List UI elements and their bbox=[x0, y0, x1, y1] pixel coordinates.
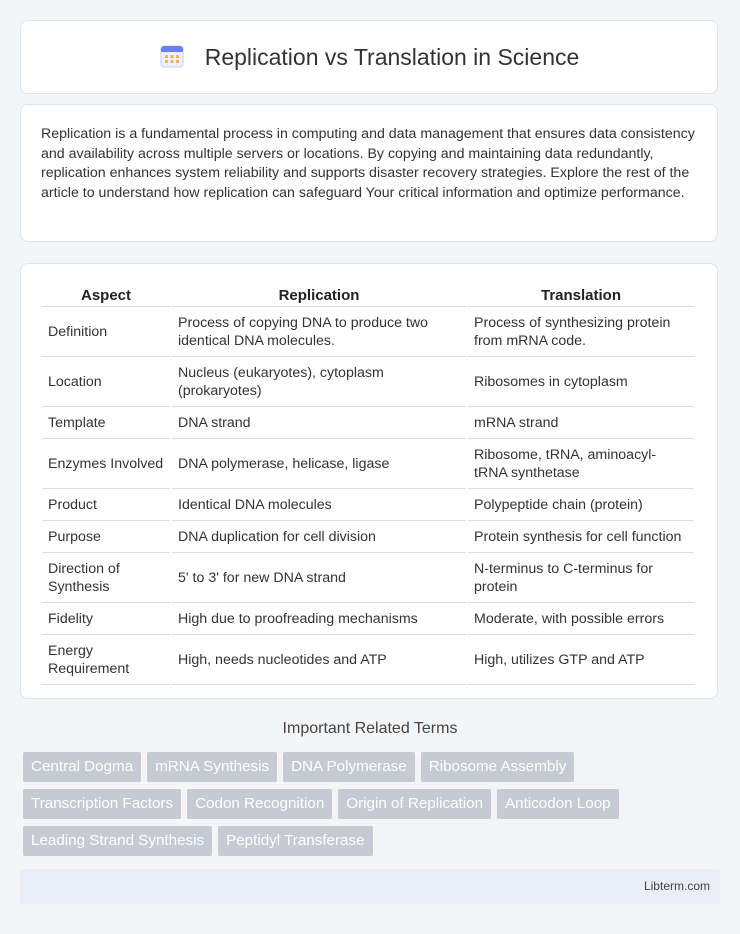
cell-aspect: Enzymes Involved bbox=[42, 439, 170, 489]
comparison-card bbox=[20, 263, 718, 699]
cell-replication: High due to proofreading mechanisms bbox=[172, 603, 466, 635]
column-header: Replication bbox=[172, 284, 466, 307]
cell-translation: Polypeptide chain (protein) bbox=[468, 489, 694, 521]
cell-translation: Ribosomes in cytoplasm bbox=[468, 357, 694, 407]
related-term-tag[interactable]: Transcription Factors bbox=[23, 789, 181, 819]
comparison-table bbox=[40, 284, 696, 685]
related-term-tag[interactable]: Codon Recognition bbox=[187, 789, 332, 819]
cell-translation: Process of synthesizing protein from mRNA code. bbox=[468, 307, 694, 357]
cell-translation: Protein synthesis for cell function bbox=[468, 521, 694, 553]
related-term-tag[interactable]: mRNA Synthesis bbox=[147, 752, 277, 782]
intro-card bbox=[20, 104, 718, 242]
table-row bbox=[42, 635, 694, 685]
cell-replication: DNA duplication for cell division bbox=[172, 521, 466, 553]
related-term-tag[interactable]: Anticodon Loop bbox=[497, 789, 619, 819]
cell-replication: High, needs nucleotides and ATP bbox=[172, 635, 466, 685]
cell-aspect: Location bbox=[42, 357, 170, 407]
cell-aspect: Direction of Synthesis bbox=[42, 553, 170, 603]
cell-aspect: Definition bbox=[42, 307, 170, 357]
cell-replication: Nucleus (eukaryotes), cytoplasm (prokaryotes) bbox=[172, 357, 466, 407]
table-row bbox=[42, 307, 694, 357]
cell-aspect: Template bbox=[42, 407, 170, 439]
column-header: Aspect bbox=[42, 284, 170, 307]
cell-replication: 5' to 3' for new DNA strand bbox=[172, 553, 466, 603]
cell-translation: Moderate, with possible errors bbox=[468, 603, 694, 635]
table-row bbox=[42, 553, 694, 603]
table-row bbox=[42, 407, 694, 439]
cell-replication: DNA strand bbox=[172, 407, 466, 439]
table-header-row bbox=[42, 284, 694, 307]
cell-translation: mRNA strand bbox=[468, 407, 694, 439]
footer bbox=[20, 869, 720, 904]
cell-translation: Ribosome, tRNA, aminoacyl-tRNA synthetase bbox=[468, 439, 694, 489]
column-header: Translation bbox=[468, 284, 694, 307]
footer-brand[interactable]: Libterm.com bbox=[643, 879, 710, 893]
related-term-tag[interactable]: Origin of Replication bbox=[338, 789, 491, 819]
cell-aspect: Purpose bbox=[42, 521, 170, 553]
cell-replication: DNA polymerase, helicase, ligase bbox=[172, 439, 466, 489]
page-title: Replication vs Translation in Science bbox=[204, 43, 580, 70]
table-row bbox=[42, 521, 694, 553]
cell-aspect: Fidelity bbox=[42, 603, 170, 635]
cell-replication: Process of copying DNA to produce two identical DNA molecules. bbox=[172, 307, 466, 357]
table-row bbox=[42, 489, 694, 521]
table-row bbox=[42, 357, 694, 407]
title-card bbox=[20, 20, 718, 94]
related-term-tag[interactable]: Central Dogma bbox=[23, 752, 141, 782]
calendar-grid-icon bbox=[159, 43, 185, 69]
table-row bbox=[42, 603, 694, 635]
related-term-tag[interactable]: Leading Strand Synthesis bbox=[23, 826, 212, 856]
related-term-tag[interactable]: DNA Polymerase bbox=[283, 752, 415, 782]
related-terms-list bbox=[23, 752, 723, 863]
related-terms-title: Important Related Terms bbox=[282, 720, 458, 737]
cell-replication: Identical DNA molecules bbox=[172, 489, 466, 521]
related-term-tag[interactable]: Peptidyl Transferase bbox=[218, 826, 372, 856]
intro-text: Replication is a fundamental process in computing and data management that ensures data consistency and availability across multiple servers or locations. By copying and maintaining data redundantly, replication enhances system reliability and supports disaster recovery strategies. Explore the rest of the article to understand how replication can safeguard Your critical information and optimize performance. bbox=[41, 126, 695, 201]
cell-aspect: Energy Requirement bbox=[42, 635, 170, 685]
table-row bbox=[42, 439, 694, 489]
cell-translation: N-terminus to C-terminus for protein bbox=[468, 553, 694, 603]
cell-aspect: Product bbox=[42, 489, 170, 521]
cell-translation: High, utilizes GTP and ATP bbox=[468, 635, 694, 685]
related-term-tag[interactable]: Ribosome Assembly bbox=[421, 752, 575, 782]
